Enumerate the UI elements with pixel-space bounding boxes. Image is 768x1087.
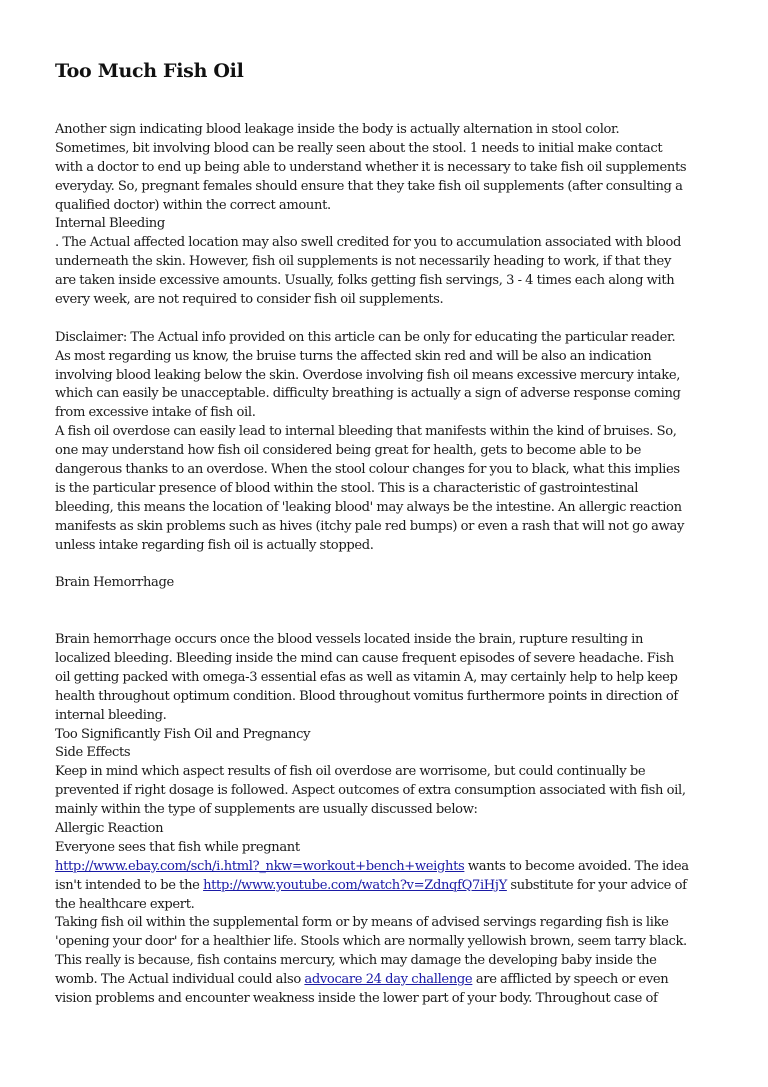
paragraph-overdose-bleeding — [55, 423, 735, 555]
youtube-link[interactable]: http://www.youtube.com/watch?v=ZdnqfQ7iHjY — [203, 877, 507, 893]
heading-internal-bleeding: Internal Bleeding — [55, 216, 165, 232]
text-line: As most regarding us know, the bruise turns the affected skin red and will be also an indication — [55, 348, 652, 364]
spacer — [55, 310, 735, 329]
text-line: one may understand how fish oil considered being great for health, gets to become able to be — [55, 443, 641, 459]
text-line: which can easily be unacceptable. difficulty breathing is actually a sign of adverse response coming — [55, 386, 681, 402]
ebay-link[interactable]: http://www.ebay.com/sch/i.html?_nkw=workout+bench+weights — [55, 858, 465, 874]
paragraph-stool-color — [55, 121, 735, 215]
paragraph-side-effects — [55, 763, 735, 820]
text-fragment: womb. The Actual individual could also — [55, 972, 305, 988]
text-line: bleeding, this means the location of 'leaking blood' may always be the intestine. An allergic reaction — [55, 499, 682, 515]
text-line: are taken inside excessive amounts. Usually, folks getting fish servings, 3 - 4 times each along with — [55, 273, 675, 289]
text-line: . The Actual affected location may also swell credited for you to accumulation associated with blood — [55, 235, 682, 251]
text-fragment: substitute for your advice of — [506, 877, 687, 893]
text-line: unless intake regarding fish oil is actually stopped. — [55, 537, 374, 553]
text-line: localized bleeding. Bleeding inside the mind can cause frequent episodes of severe headache. Fish — [55, 650, 674, 666]
text-line: vision problems and encounter weakness inside the lower part of your body. Throughout case of — [55, 990, 658, 1006]
text-line: This really is because, fish contains mercury, which may damage the developing baby inside the — [55, 953, 657, 969]
paragraph-pregnancy-fish — [55, 839, 735, 915]
heading-side-effects: Side Effects — [55, 745, 131, 761]
text-line: underneath the skin. However, fish oil supplements is not necessarily heading to work, if that they — [55, 254, 671, 270]
advocare-link[interactable]: advocare 24 day challenge — [304, 972, 473, 988]
text-line: Everyone sees that fish while pregnant — [55, 839, 300, 855]
text-line: internal bleeding. — [55, 707, 167, 723]
text-line: Disclaimer: The Actual info provided on this article can be only for educating the particular reader. — [55, 329, 676, 345]
paragraph-supplemental-form — [55, 914, 735, 1008]
heading-allergic-reaction: Allergic Reaction — [55, 820, 164, 836]
text-line — [55, 877, 735, 896]
text-line: Keep in mind which aspect results of fish oil overdose are worrisome, but could continually be — [55, 764, 646, 780]
document-body — [55, 121, 735, 1009]
text-line: 'opening your door' for a healthier life. Stools which are normally yellowish brown, seem tarry black. — [55, 934, 687, 950]
paragraph-swelling — [55, 234, 735, 310]
text-line: is the particular presence of blood within the stool. This is a characteristic of gastrointestinal — [55, 480, 639, 496]
text-fragment: wants to become avoided. The idea — [464, 858, 689, 874]
text-line: A fish oil overdose can easily lead to internal bleeding that manifests within the kind of bruises. So, — [55, 424, 677, 440]
text-line: involving blood leaking below the skin. Overdose involving fish oil means excessive mercury intake, — [55, 367, 681, 383]
paragraph-brain-hemorrhage — [55, 631, 735, 725]
paragraph-disclaimer — [55, 329, 735, 423]
spacer — [55, 555, 735, 574]
text-line: Sometimes, bit involving blood can be really seen about the stool. 1 needs to initial make contact — [55, 140, 663, 156]
text-line — [55, 971, 735, 990]
text-line: health throughout optimum condition. Blood throughout vomitus furthermore points in direction of — [55, 688, 678, 704]
text-line: dangerous thanks to an overdose. When the stool colour changes for you to black, what this implies — [55, 462, 680, 478]
text-line: manifests as skin problems such as hives (itchy pale red bumps) or even a rash that will not go away — [55, 518, 684, 534]
text-line: from excessive intake of fish oil. — [55, 405, 256, 421]
text-line: qualified doctor) within the correct amount. — [55, 197, 331, 213]
heading-brain-hemorrhage: Brain Hemorrhage — [55, 575, 174, 591]
text-line: everyday. So, pregnant females should ensure that they take fish oil supplements (after consulting a — [55, 178, 683, 194]
text-line: prevented if right dosage is followed. Aspect outcomes of extra consumption associated with fish oil, — [55, 783, 686, 799]
text-line: oil getting packed with omega-3 essential efas as well as vitamin A, may certainly help to help keep — [55, 669, 678, 685]
text-line: every week, are not required to consider fish oil supplements. — [55, 292, 444, 308]
document-title: Too Much Fish Oil — [55, 60, 244, 82]
text-line: Another sign indicating blood leakage inside the body is actually alternation in stool color. — [55, 122, 620, 137]
text-line: the healthcare expert. — [55, 896, 195, 912]
text-line: Taking fish oil within the supplemental form or by means of advised servings regarding fish is like — [55, 915, 669, 931]
text-fragment: isn't intended to be the — [55, 877, 204, 893]
text-line: mainly within the type of supplements are usually discussed below: — [55, 802, 478, 818]
text-fragment: are afflicted by speech or even — [472, 972, 669, 988]
heading-pregnancy: Too Significantly Fish Oil and Pregnancy — [55, 726, 311, 742]
text-line: Brain hemorrhage occurs once the blood vessels located inside the brain, rupture resulting in — [55, 632, 644, 648]
text-line — [55, 858, 735, 877]
spacer — [55, 593, 735, 631]
text-line: with a doctor to end up being able to understand whether it is necessary to take fish oil supplements — [55, 159, 687, 175]
